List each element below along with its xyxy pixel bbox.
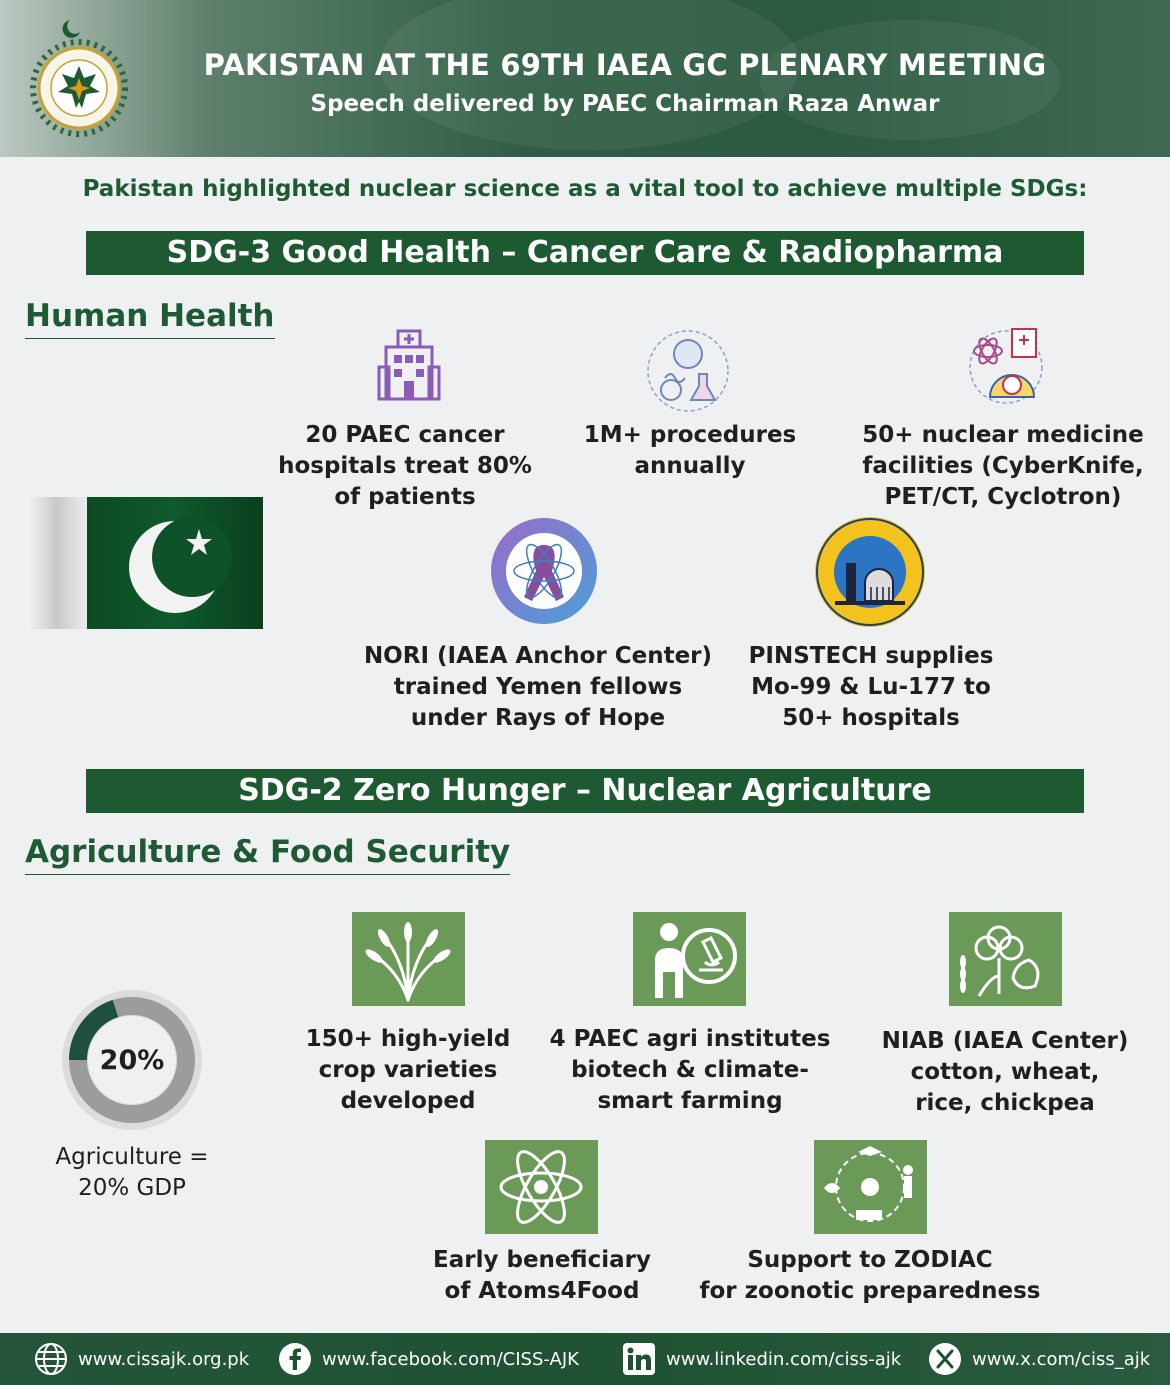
- atom-icon: [485, 1140, 598, 1234]
- sdg3-band: SDG-3 Good Health – Cancer Care & Radiopharma: [86, 231, 1084, 275]
- sdg2-caption-5: Support to ZODIAC for zoonotic preparedness: [699, 1247, 1041, 1304]
- footer-linkedin[interactable]: [622, 1333, 901, 1385]
- gdp-value: 20%: [99, 1045, 165, 1076]
- sdg3-caption-3: 50+ nuclear medicine facilities (CyberKnife, PET/CT, Cyclotron): [862, 422, 1144, 510]
- human-health-heading: Human Health: [25, 298, 275, 339]
- gdp-donut: [60, 988, 204, 1132]
- ciss-ajk-logo: [18, 12, 140, 140]
- sdg3-caption-5: PINSTECH supplies Mo-99 & Lu-177 to 50+ hospitals: [748, 643, 994, 731]
- x-icon: [928, 1342, 962, 1376]
- sdg3-caption-4: NORI (IAEA Anchor Center) trained Yemen fellows under Rays of Hope: [363, 643, 713, 731]
- pakistan-flag: [27, 497, 263, 629]
- page-subtitle: Speech delivered by PAEC Chairman Raza Anwar: [310, 91, 940, 117]
- linkedin-icon: [622, 1342, 656, 1376]
- facebook-icon: [278, 1342, 312, 1376]
- facebook-link[interactable]: www.facebook.com/CISS-AJK: [322, 1348, 579, 1370]
- hospital-icon: [376, 329, 442, 401]
- gdp-caption: Agriculture = 20% GDP: [55, 1144, 209, 1201]
- sdg3-caption-2: 1M+ procedures annually: [583, 422, 797, 479]
- header-banner: [0, 0, 1170, 157]
- sdg2-caption-3: NIAB (IAEA Center) cotton, wheat, rice, chickpea: [881, 1028, 1129, 1116]
- sdg2-caption-4: Early beneficiary of Atoms4Food: [433, 1247, 651, 1304]
- linkedin-link[interactable]: www.linkedin.com/ciss-ajk: [666, 1348, 902, 1370]
- x-link[interactable]: www.x.com/ciss_ajk: [972, 1348, 1151, 1370]
- footer-website[interactable]: [34, 1333, 249, 1385]
- intro-text: Pakistan highlighted nuclear science as a vital tool to achieve multiple SDGs:: [82, 176, 1088, 202]
- nuclear-medicine-icon: [966, 323, 1046, 407]
- pinstech-logo: [813, 515, 927, 629]
- sdg2-caption-1: 150+ high-yield crop varieties developed: [305, 1026, 511, 1114]
- wheat-icon: [352, 912, 465, 1006]
- sdg3-caption-1: 20 PAEC cancer hospitals treat 80% of patients: [278, 422, 532, 510]
- footer-x[interactable]: [928, 1333, 1150, 1385]
- globe-icon: [34, 1342, 68, 1376]
- sdg2-band: SDG-2 Zero Hunger – Nuclear Agriculture: [86, 769, 1084, 813]
- footer-facebook[interactable]: [278, 1333, 579, 1385]
- lab-science-icon: [645, 328, 731, 414]
- website-link[interactable]: www.cissajk.org.pk: [78, 1348, 250, 1370]
- sdg2-caption-2: 4 PAEC agri institutes biotech & climate- smart farming: [549, 1026, 831, 1114]
- agriculture-heading: Agriculture & Food Security: [25, 834, 510, 875]
- zoonotic-cycle-icon: [814, 1140, 927, 1234]
- cotton-plant-icon: [949, 912, 1062, 1006]
- scientist-microscope-icon: [633, 912, 746, 1006]
- page-title: PAKISTAN AT THE 69TH IAEA GC PLENARY MEETING: [203, 48, 1047, 82]
- nori-logo: [488, 515, 600, 627]
